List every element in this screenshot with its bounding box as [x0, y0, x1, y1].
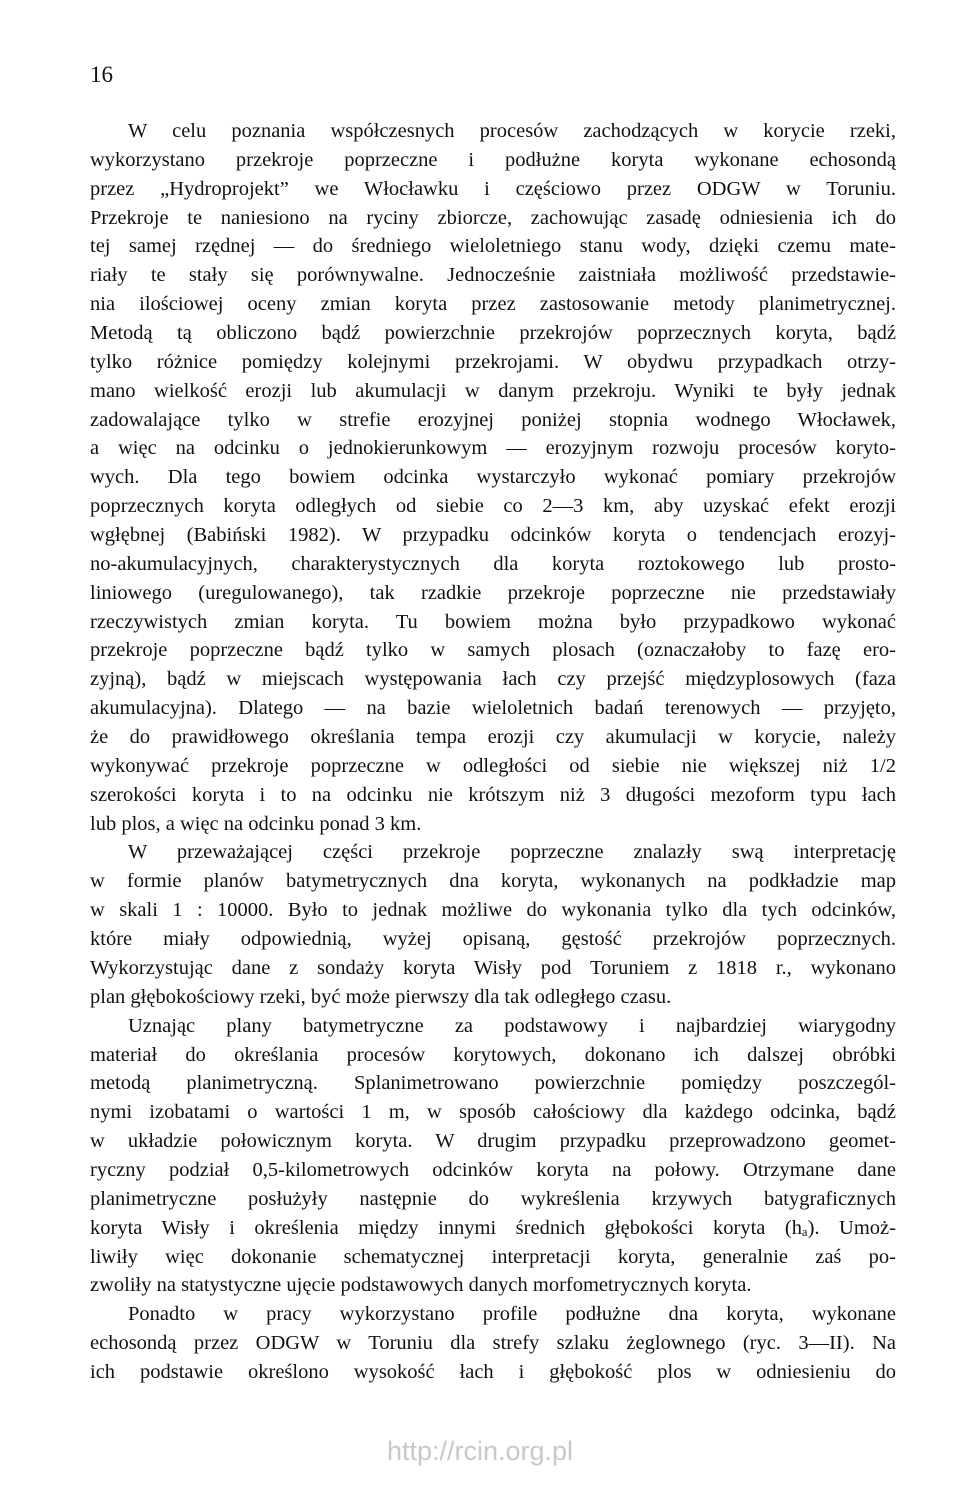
page-number: 16 — [90, 62, 113, 87]
source-watermark: http://rcin.org.pl — [386, 1436, 574, 1466]
text-line: no-akumulacyjnych, charakterystycznych dla koryta roztokowego lub prosto- — [90, 552, 896, 575]
text-line: tylko różnice pomiędzy kolejnymi przekrojami. W obydwu przypadkach otrzy- — [90, 350, 896, 373]
body-text — [90, 117, 896, 1387]
text-line: lub plos, a więc na odcinku ponad 3 km. — [90, 812, 422, 835]
text-line: W przeważającej części przekroje poprzeczne znalazły swą interpretację — [128, 841, 896, 864]
text-line: a więc na odcinku o jednokierunkowym — erozyjnym rozwoju procesów koryto- — [90, 437, 896, 460]
text-line: które miały odpowiednią, wyżej opisaną, gęstość przekrojów poprzecznych. — [90, 928, 896, 951]
text-line: szerokości koryta i to na odcinku nie krótszym niż 3 długości mezoform typu łach — [90, 783, 896, 806]
text-line: ich podstawie określono wysokość łach i głębokość plos w odniesieniu do — [90, 1360, 896, 1383]
text-line: W celu poznania współczesnych procesów zachodzących w korycie rzeki, — [128, 120, 896, 142]
text-line: akumulacyjna). Dlatego — na bazie wieloletnich badań terenowych — przyjęto, — [90, 697, 896, 720]
text-line: liwiły więc dokonanie schematycznej interpretacji koryta, generalnie zaś po- — [90, 1245, 896, 1268]
text-line: zwoliły na statystyczne ujęcie podstawowych danych morfometrycznych koryta. — [90, 1274, 752, 1297]
text-line: w formie planów batymetrycznych dna koryta, wykonanych na podkładzie map — [90, 870, 896, 893]
text-line: liniowego (uregulowanego), tak rzadkie przekroje poprzeczne nie przedstawiały — [90, 581, 896, 604]
text-line: Przekroje te naniesiono na ryciny zbiorcze, zachowując zasadę odniesienia ich do — [90, 206, 896, 229]
text-line: plan głębokościowy rzeki, być może pierwszy dla tak odległego czasu. — [90, 985, 672, 1008]
text-line: przez „Hydroprojekt” we Włocławku i częściowo przez ODGW w Toruniu. — [90, 177, 896, 200]
text-line: rzeczywistych zmian koryta. Tu bowiem można było przypadkowo wykonać — [90, 610, 896, 633]
text-line: wgłębnej (Babiński 1982). W przypadku odcinków koryta o tendencjach erozyj- — [90, 524, 896, 547]
text-line: że do prawidłowego określania tempa erozji czy akumulacji w korycie, należy — [90, 726, 896, 749]
text-line: zadowalające tylko w strefie erozyjnej poniżej stopnia wodnego Włocławek, — [90, 408, 896, 431]
text-line: ryczny podział 0,5-kilometrowych odcinków koryta na połowy. Otrzymane dane — [90, 1158, 896, 1181]
text-line: wych. Dla tego bowiem odcinka wystarczyło wykonać pomiary przekrojów — [90, 466, 896, 489]
text-line: echosondą przez ODGW w Toruniu dla strefy szlaku żeglownego (ryc. 3—II). Na — [90, 1332, 896, 1355]
text-line: zyjną), bądź w miejscach występowania łach czy przejść międzyplosowych (faza — [90, 668, 896, 691]
text-line: nymi izobatami o wartości 1 m, w sposób całościowy dla każdego odcinka, bądź — [90, 1101, 896, 1124]
text-line: materiał do określania procesów korytowych, dokonano ich dalszej obróbki — [90, 1043, 896, 1066]
text-line: nia ilościowej oceny zmian koryta przez zastosowanie metody planimetrycznej. — [90, 293, 896, 316]
text-line: w skali 1 : 10000. Było to jednak możliwe do wykonania tylko dla tych odcinków, — [90, 899, 896, 922]
text-line: Ponadto w pracy wykorzystano profile podłużne dna koryta, wykonane — [128, 1303, 896, 1326]
text-line: Metodą tą obliczono bądź powierzchnie przekrojów poprzecznych koryta, bądź — [90, 322, 896, 345]
text-line: mano wielkość erozji lub akumulacji w danym przekroju. Wyniki te były jednak — [90, 379, 896, 402]
text-line: riały te stały się porównywalne. Jednocześnie zaistniała możliwość przedstawie- — [90, 264, 896, 287]
text-line: Uznając plany batymetryczne za podstawowy i najbardziej wiarygodny — [128, 1014, 896, 1037]
text-line: planimetryczne posłużyły następnie do wykreślenia krzywych batygraficznych — [90, 1187, 896, 1210]
text-line: w układzie połowicznym koryta. W drugim przypadku przeprowadzono geomet- — [90, 1130, 896, 1153]
text-line: Wykorzystując dane z sondaży koryta Wisły pod Toruniem z 1818 r., wykonano — [90, 956, 896, 979]
text-line: przekroje poprzeczne bądź tylko w samych plosach (oznaczałoby to fazę ero- — [90, 639, 896, 662]
text-line: wykorzystano przekroje poprzeczne i podłużne koryta wykonane echosondą — [90, 148, 896, 171]
text-line: koryta Wisły i określenia między innymi średnich głębokości koryta (hₐ). Umoż- — [90, 1216, 896, 1239]
text-line: wykonywać przekroje poprzeczne w odległości od siebie nie większej niż 1/2 — [90, 754, 896, 777]
text-line: metodą planimetryczną. Splanimetrowano powierzchnie pomiędzy poszczegól- — [90, 1072, 896, 1095]
text-line: poprzecznych koryta odległych od siebie co 2—3 km, aby uzyskać efekt erozji — [90, 495, 896, 518]
text-line: tej samej rzędnej — do średniego wieloletniego stanu wody, dzięki czemu mate- — [90, 235, 896, 258]
